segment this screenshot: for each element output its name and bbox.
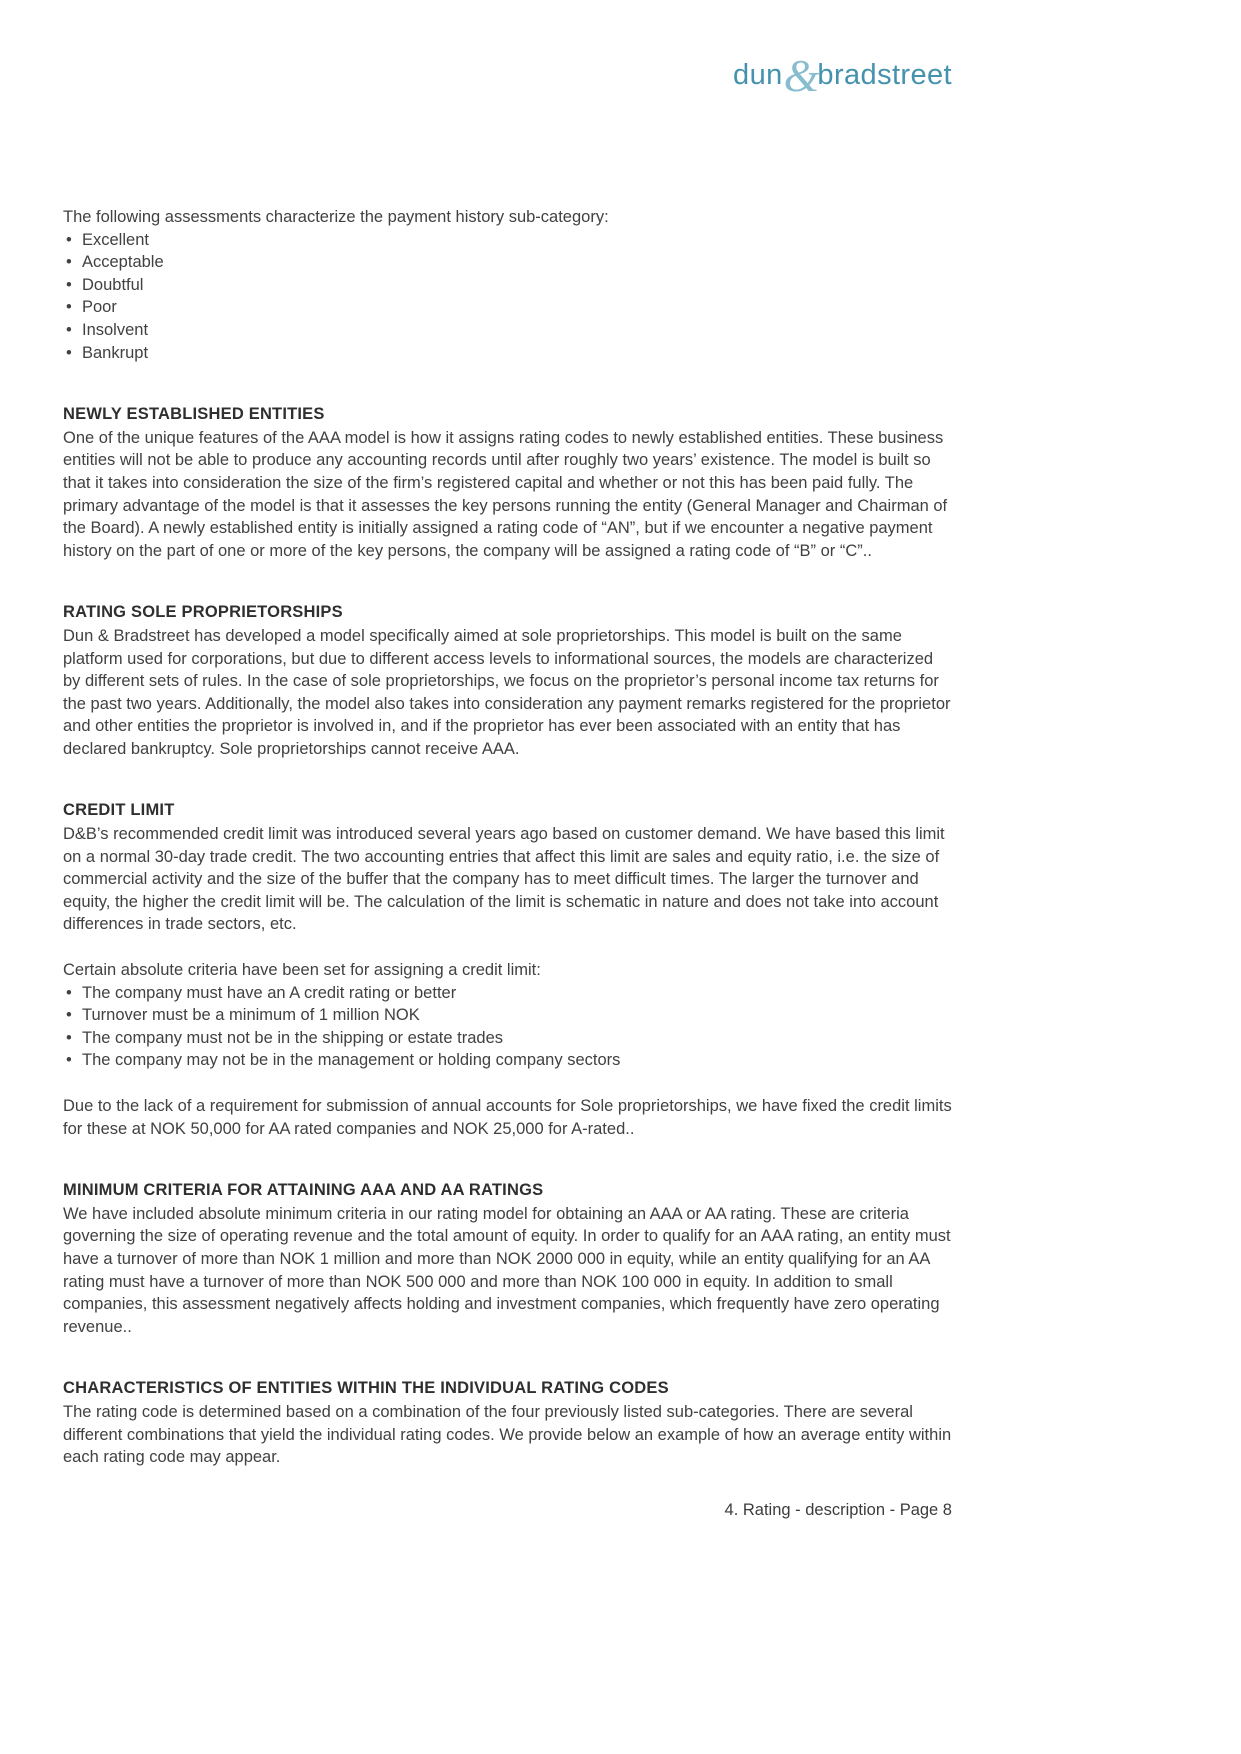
section-body-minimum-criteria: We have included absolute minimum criteria in our rating model for obtaining an AAA or AA rating. These are criteria governing the size of operating revenue and the total amount of equity. In order to qualify for an AAA rating, an entity must have a turnover of more than NOK 1 million and more than NOK 2000 000 in equity, while an entity qualifying for an AA rating must have a turnover of more than NOK 500 000 and more than NOK 100 000 in equity. In addition to small companies, this assessment negatively affects holding and investment companies, which frequently have zero operating revenue.. [63, 1204, 951, 1336]
section-body-credit-limit: D&B’s recommended credit limit was introduced several years ago based on customer demand. We have based this limit on a normal 30-day trade credit. The two accounting entries that affect this limit are sales and equity ratio, i.e. the size of commercial activity and the size of the buffer that the company has to meet difficult times. The larger the turnover and equity, the higher the credit limit will be. The calculation of the limit is schematic in nature and does not take into account differences in trade sectors, etc. [63, 825, 945, 934]
section-heading-characteristics: CHARACTERISTICS OF ENTITIES WITHIN THE INDIVIDUAL RATING CODES [63, 1379, 669, 1398]
payment-history-list [63, 229, 952, 365]
list-item: • Insolvent [63, 319, 952, 342]
section-heading-minimum-criteria: MINIMUM CRITERIA FOR ATTAINING AAA AND AA RATINGS [63, 1181, 544, 1200]
credit-limit-note: Due to the lack of a requirement for submission of annual accounts for Sole proprietorships, we have fixed the credit limits for these at NOK 50,000 for AA rated companies and NOK 25,000 for A-rated.. [63, 1097, 952, 1138]
section-body-rating-sole-proprietorships: Dun & Bradstreet has developed a model specifically aimed at sole proprietorships. This model is built on the same platform used for corporations, but due to different access levels to informational sources, the models are characterized by different sets of rules. In the case of sole proprietorships, we focus on the proprietor’s personal income tax returns for the past two years. Additionally, the model also takes into consideration any payment remarks registered for the proprietor and other entities the proprietor is involved in, and if the proprietor has ever been associated with an entity that has declared bankruptcy. Sole proprietorships cannot receive AAA. [63, 626, 951, 758]
credit-limit-criteria-list [63, 982, 952, 1072]
logo-word-bradstreet: bradstreet [817, 59, 952, 91]
list-item: • Bankrupt [63, 342, 952, 365]
section-heading-rating-sole-proprietorships: RATING SOLE PROPRIETORSHIPS [63, 603, 343, 622]
dun-bradstreet-logo [63, 50, 952, 101]
page-footer: 4. Rating - description - Page 8 [724, 1501, 952, 1519]
section-body-newly-established-entities: One of the unique features of the AAA model is how it assigns rating codes to newly established entities. These business entities will not be able to produce any accounting records until after roughly two years’ existence. The model is built so that it takes into consideration the size of the firm’s registered capital and whether or not this has been paid fully. The primary advantage of the model is that it assesses the key persons running the entity (General Manager and Chairman of the Board). A newly established entity is initially assigned a rating code of “AN”, but if we encounter a negative payment history on the part of one or more of the key persons, the company will be assigned a rating code of “B” or “C”.. [63, 428, 948, 560]
logo-ampersand-icon: & [783, 50, 820, 101]
list-item: • Poor [63, 296, 952, 319]
section-heading-newly-established-entities: NEWLY ESTABLISHED ENTITIES [63, 405, 325, 424]
section-body-characteristics: The rating code is determined based on a combination of the four previously listed sub-categories. There are several different combinations that yield the individual rating codes. We provide below an example of how an average entity within each rating code may appear. [63, 1402, 952, 1467]
section-heading-credit-limit: CREDIT LIMIT [63, 801, 175, 820]
list-item: • The company must have an A credit rating or better [63, 982, 952, 1005]
list-item: • Acceptable [63, 251, 952, 274]
list-item: • Doubtful [63, 274, 952, 297]
intro-lead: The following assessments characterize the payment history sub-category: [63, 208, 609, 226]
list-item: • The company must not be in the shipping or estate trades [63, 1027, 952, 1050]
credit-limit-criteria-lead: Certain absolute criteria have been set for assigning a credit limit: [63, 961, 541, 980]
list-item: • The company may not be in the management or holding company sectors [63, 1049, 952, 1072]
list-item: • Turnover must be a minimum of 1 million NOK [63, 1004, 952, 1027]
page-content [63, 206, 952, 1469]
list-item: • Excellent [63, 229, 952, 252]
logo-word-dun: dun [733, 59, 783, 91]
